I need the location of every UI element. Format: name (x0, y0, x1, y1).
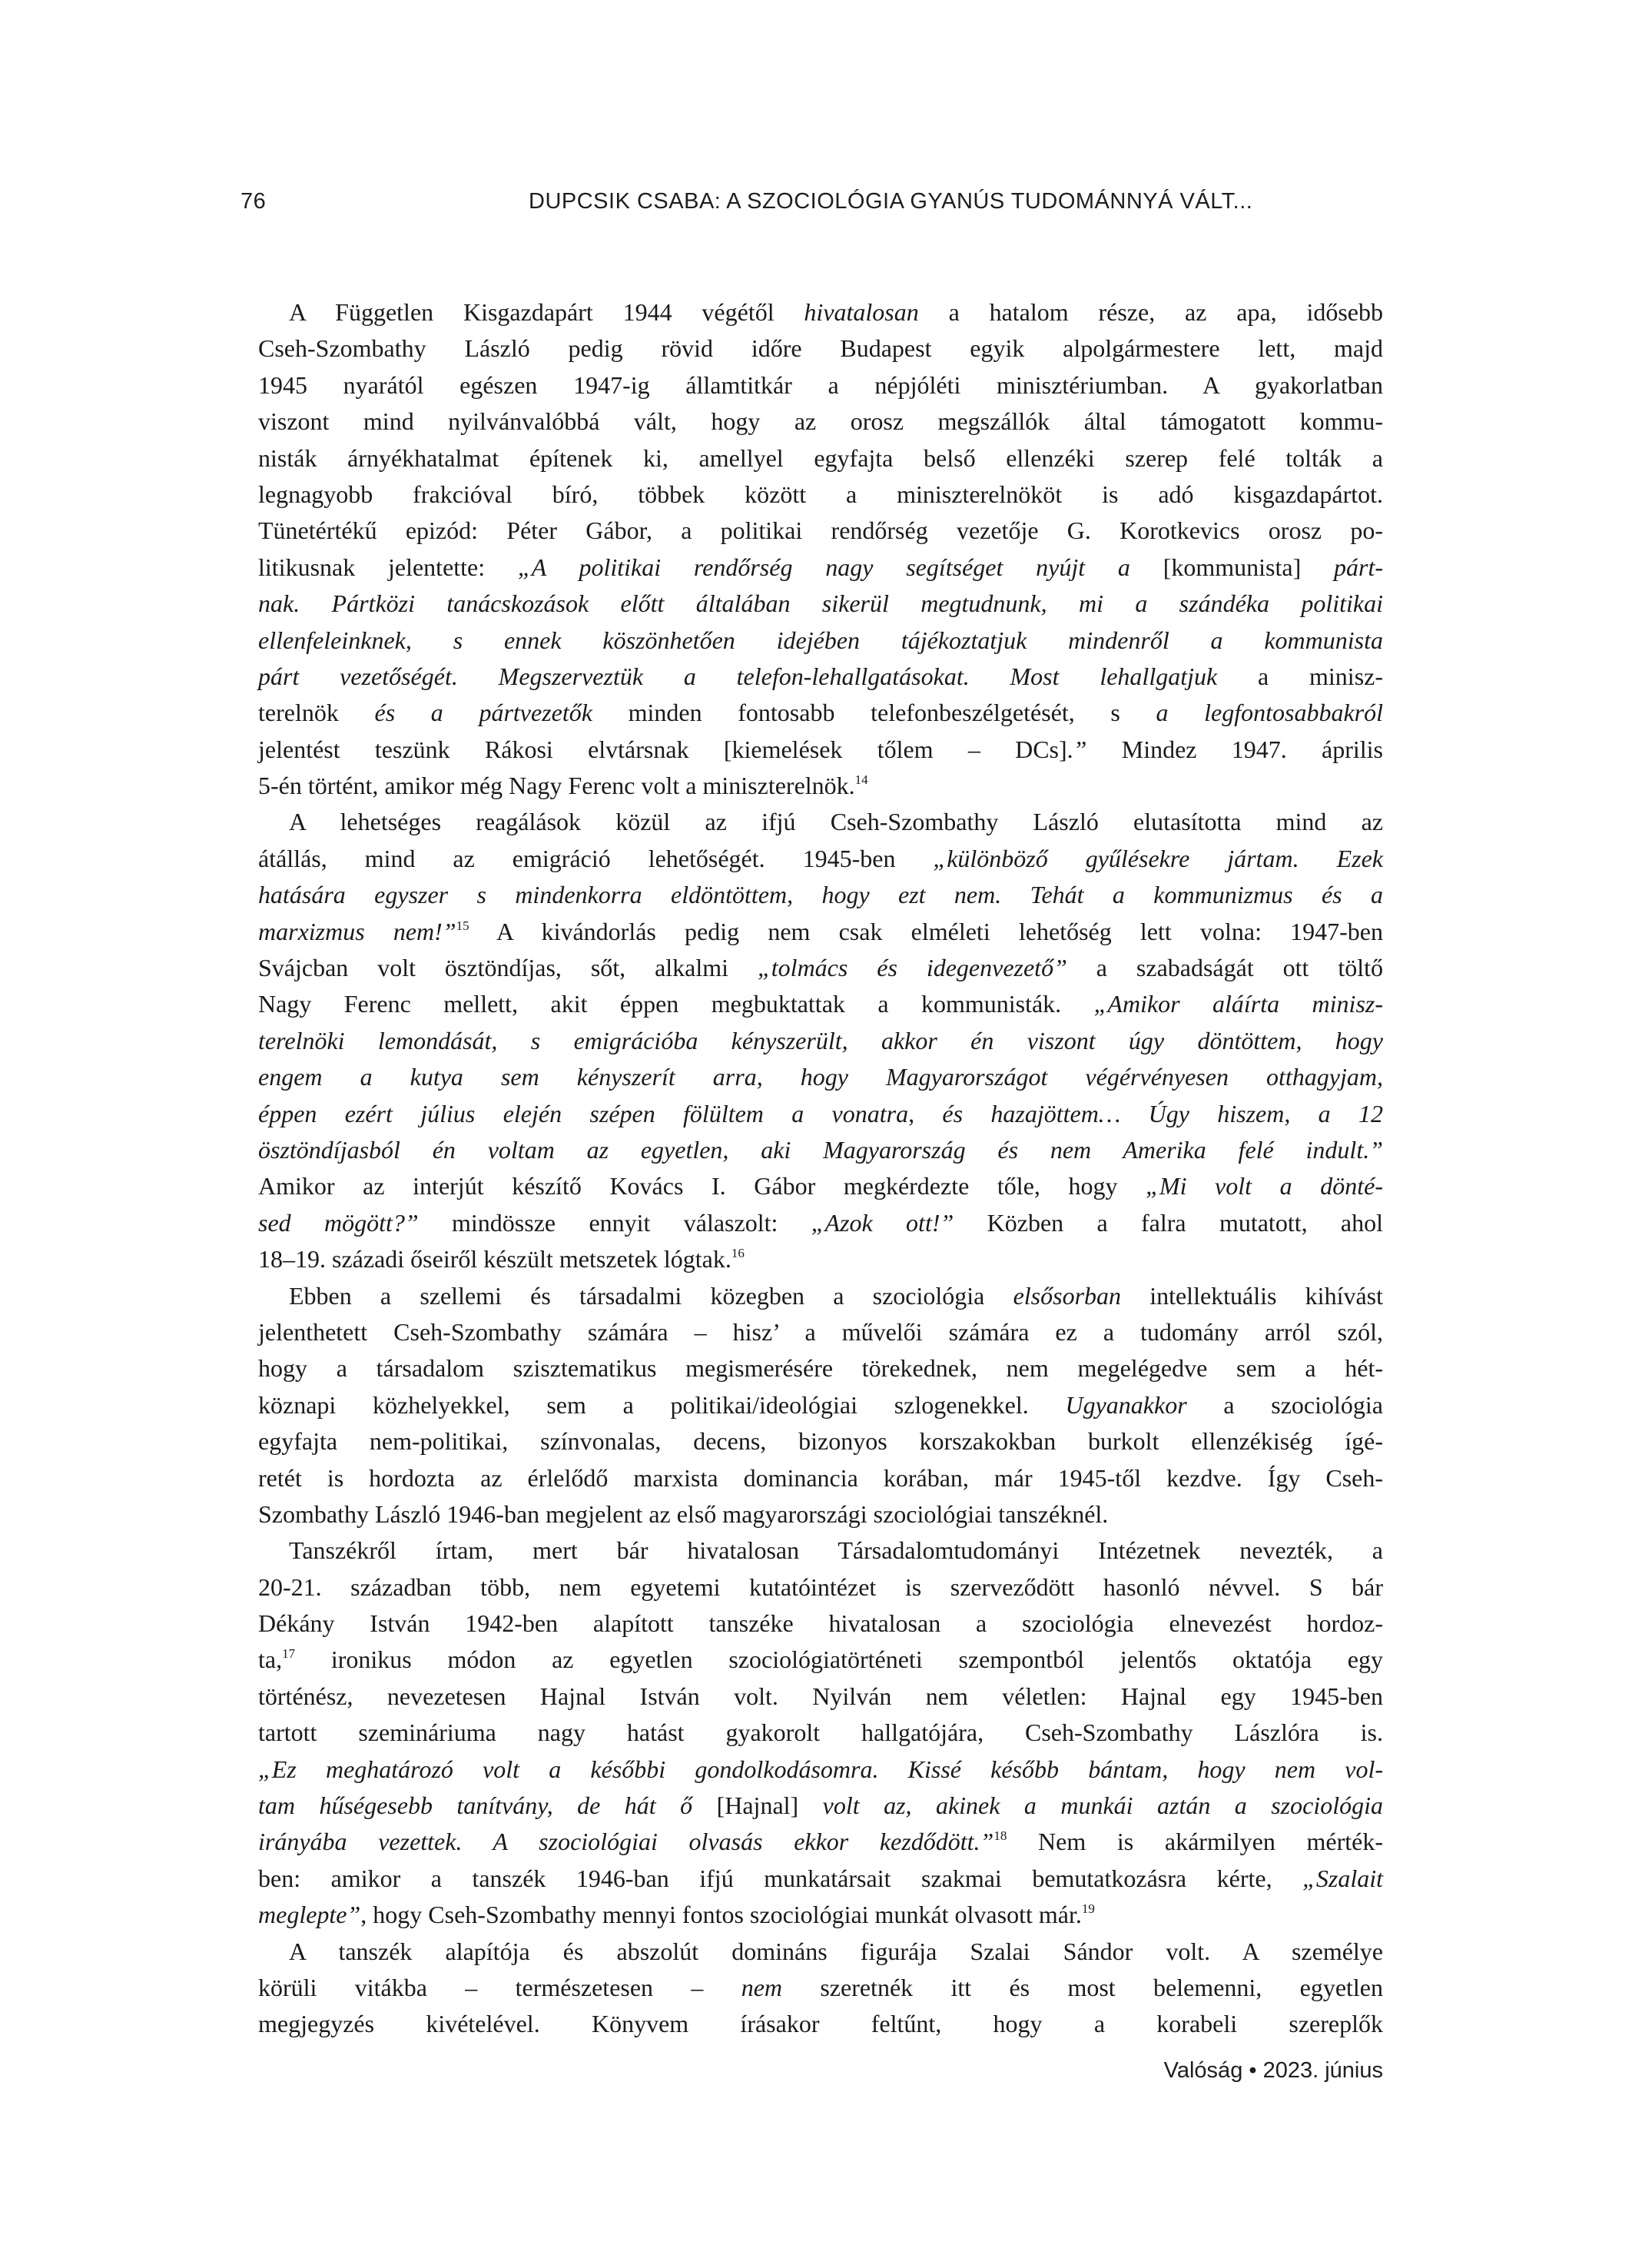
text-line (258, 477, 1383, 513)
text-run: a hatalom része, az apa, idősebb (918, 298, 1384, 326)
page-number: 76 (240, 189, 267, 214)
italic-text: „Ez meghatározó volt a későbbi gondolkodásomra. Kissé később bántam, hogy nem vol- (258, 1755, 1383, 1783)
text-run: 5-én történt, amikor még Nagy Ferenc volt a miniszterelnök. (258, 772, 855, 800)
text-line (258, 1205, 1383, 1241)
footnote-ref: 17 (282, 1646, 296, 1662)
article-body (258, 294, 1383, 2043)
italic-text: nak. Pártközi tanácskozások előtt általában sikerül megtudnunk, mi a szándéka politikai (258, 589, 1383, 618)
italic-text: sed mögött?” (258, 1208, 419, 1237)
text-run: Ebben a szellemi és társadalmi közegben a szociológia (289, 1281, 1013, 1310)
text-run: ironikus módon az egyetlen szociológiatörténeti szempontból jelentős oktatója egy (295, 1645, 1383, 1674)
italic-text: marxizmus nem!” (258, 917, 456, 945)
text-run: szeretnék itt és most belemenni, egyetlen (782, 1973, 1384, 2001)
text-line (258, 695, 1383, 731)
text-line (258, 367, 1383, 403)
text-line (258, 986, 1383, 1022)
text-run: egyfajta nem-politikai, színvonalas, decens, bizonyos korszakokban burkolt ellenzékiség ígé- (258, 1427, 1383, 1456)
text-line (258, 1387, 1383, 1423)
text-line (258, 1023, 1383, 1059)
text-line (258, 841, 1383, 877)
footnote-ref: 14 (854, 772, 868, 788)
text-line (258, 877, 1383, 913)
text-line (258, 1970, 1383, 2006)
text-run: hogy a társadalom szisztematikus megismerésére törekednek, nem megelégedve sem a hét- (258, 1354, 1383, 1383)
text-run: A Független Kisgazdapárt 1944 végétől (289, 298, 804, 326)
paragraph (258, 804, 1383, 1277)
italic-text: Ugyanakkor (1065, 1390, 1187, 1419)
text-line (258, 1824, 1383, 1860)
footnote-ref: 16 (731, 1246, 745, 1261)
text-line (258, 732, 1383, 768)
text-line (258, 659, 1383, 695)
text-run: köznapi közhelyekkel, sem a politikai/ideológiai szlogenekkel. (258, 1390, 1066, 1419)
text-run: mindössze ennyit válaszolt: (418, 1208, 811, 1237)
text-line (258, 1679, 1383, 1715)
text-run: Mindez 1947. április (1086, 735, 1384, 763)
italic-text: ellenfeleinknek, s ennek köszönhetően idejében tájékoztatjuk mindenről a kommunista (258, 626, 1383, 654)
text-line (258, 1642, 1383, 1678)
text-run: a szociológia (1186, 1390, 1383, 1419)
text-run: 18–19. századi őseiről készült metszetek lógtak. (258, 1245, 731, 1273)
italic-text: „különböző gyűlésekre jártam. Ezek (933, 844, 1383, 872)
text-line (258, 1752, 1383, 1788)
text-line (258, 1788, 1383, 1824)
text-run: 1945 nyarától egészen 1947-ig államtitkár a népjóléti minisztériumban. A gyakorlatban (258, 370, 1383, 399)
text-line (258, 1241, 1383, 1277)
text-line (258, 1460, 1383, 1496)
text-line (258, 403, 1383, 440)
italic-text: elsősorban (1013, 1281, 1122, 1310)
text-run: ben: amikor a tanszék 1946-ban ifjú munkatársait szakmai bemutatkozásra kérte, (258, 1864, 1303, 1892)
running-head (240, 189, 1378, 220)
text-line (258, 1861, 1383, 1897)
text-run: körüli vitákba – természetesen – (258, 1973, 741, 2001)
paragraph (258, 1532, 1383, 1933)
text-line (258, 586, 1383, 622)
footnote-ref: 19 (1081, 1901, 1095, 1917)
text-run: Tünetértékű epizód: Péter Gábor, a politikai rendőrség vezetője G. Korotkevics orosz po- (258, 516, 1383, 545)
text-run: Cseh-Szombathy László pedig rövid időre Budapest egyik alpolgármestere lett, majd (258, 334, 1383, 363)
text-run: megjegyzés kivételével. Könyvem írásakor feltűnt, hogy a korabeli szereplők (258, 2010, 1383, 2038)
text-run: A kivándorlás pedig nem csak elméleti lehetőség lett volna: 1947-ben (469, 917, 1384, 945)
italic-text: „Szalait (1302, 1864, 1383, 1892)
text-run: Szombathy László 1946-ban megjelent az első magyarországi szociológiai tanszéknél. (258, 1499, 1109, 1528)
text-run: ta, (258, 1645, 283, 1674)
italic-text: tam hűségesebb tanítvány, de hát ő (258, 1791, 693, 1820)
italic-text: meglepte” (258, 1901, 361, 1929)
text-run: legnagyobb frakcióval bíró, többek között a miniszterelnököt is adó kisgazdapártot. (258, 480, 1383, 508)
text-line (258, 1569, 1383, 1606)
text-run: , hogy Cseh-Szombathy mennyi fontos szociológiai munkát olvasott már. (360, 1901, 1082, 1929)
text-line (258, 1132, 1383, 1168)
text-line (258, 1350, 1383, 1386)
text-line (258, 914, 1383, 950)
text-line (258, 1096, 1383, 1132)
text-run: minden fontosabb telefonbeszélgetését, s (592, 699, 1156, 727)
italic-text: nem (741, 1973, 783, 2001)
italic-text: hivatalosan (804, 298, 919, 326)
text-line (258, 1168, 1383, 1204)
italic-text: párt vezetőségét. Megszerveztük a telefon-lehallgatásokat. Most lehallgatjuk (258, 662, 1218, 690)
text-run: terelnök (258, 699, 375, 727)
text-run: Tanszékről írtam, mert bár hivatalosan Társadalomtudományi Intézetnek nevezték, a (289, 1536, 1383, 1565)
italic-text: „A politikai rendőrség nagy segítséget nyújt a (517, 553, 1130, 581)
text-run: A tanszék alapítója és abszolút domináns figurája Szalai Sándor volt. A személye (289, 1937, 1383, 1965)
italic-text: irányába vezettek. A szociológiai olvasás ekkor kezdődött.” (258, 1828, 994, 1856)
text-run: litikusnak jelentette: (258, 553, 518, 581)
paragraph (258, 1278, 1383, 1533)
italic-text: „Azok ott!” (811, 1208, 954, 1237)
italic-text: éppen ezért július elején szépen fölültem a vonatra, és hazajöttem… Úgy hiszem, a 12 (258, 1099, 1383, 1127)
text-run: nisták árnyékhatalmat építenek ki, amellyel egyfajta belső ellenzéki szerep felé tolták a (258, 443, 1383, 472)
text-line (258, 1059, 1383, 1095)
text-line (258, 768, 1383, 804)
footnote-ref: 18 (993, 1828, 1007, 1844)
text-run: jelentést teszünk Rákosi elvtársnak [kiemelések tőlem – DCs]. (258, 735, 1073, 763)
text-run: [Hajnal] (692, 1791, 823, 1820)
paragraph (258, 1934, 1383, 2043)
italic-text: és a pártvezetők (374, 699, 592, 727)
text-line (258, 804, 1383, 840)
text-run: retét is hordozta az érlelődő marxista dominancia korában, már 1945-től kezdve. Így Cseh- (258, 1463, 1383, 1492)
italic-text: engem a kutya sem kényszerít arra, hogy Magyarországot végérvényesen otthagyjam, (258, 1063, 1383, 1091)
text-run: átállás, mind az emigráció lehetőségét. 1945-ben (258, 844, 934, 872)
italic-text: hatására egyszer s mindenkorra eldöntöttem, hogy ezt nem. Tehát a kommunizmus és a (258, 881, 1383, 909)
text-run: a szabadságát ott töltő (1066, 954, 1384, 982)
text-line (258, 440, 1383, 477)
text-run: viszont mind nyilvánvalóbbá vált, hogy az orosz megszállók által támogatott kommu- (258, 407, 1383, 436)
text-run: jelenthetett Cseh-Szombathy számára – hisz’ a művelői számára ez a tudomány arról szól, (258, 1317, 1383, 1346)
italic-text: a legfontosabbakról (1156, 699, 1384, 727)
text-run: történész, nevezetesen Hajnal István volt. Nyilván nem véletlen: Hajnal egy 1945-ben (258, 1682, 1383, 1710)
italic-text: terelnöki lemondását, s emigrációba kényszerült, akkor én viszont úgy döntöttem, hogy (258, 1026, 1383, 1054)
italic-text: „Amikor aláírta minisz- (1093, 990, 1384, 1018)
text-run: [kommunista] (1129, 553, 1335, 581)
text-run: Nem is akármilyen mérték- (1007, 1828, 1384, 1856)
text-run: 20-21. században több, nem egyetemi kutatóintézet is szerveződött hasonló névvel. S bár (258, 1572, 1383, 1601)
text-run: Dékány István 1942-ben alapított tanszéke hivatalosan a szociológia elnevezést hordoz- (258, 1609, 1383, 1638)
text-line (258, 1314, 1383, 1350)
text-line (258, 1715, 1383, 1751)
text-run: tartott szemináriuma nagy hatást gyakorolt hallgatójára, Cseh-Szombathy Lászlóra is. (258, 1718, 1383, 1747)
italic-text: ” (1073, 735, 1087, 763)
text-run: Közben a falra mutatott, ahol (954, 1208, 1384, 1237)
text-line (258, 950, 1383, 986)
text-line (258, 1934, 1383, 1970)
text-line (258, 294, 1383, 330)
italic-text: volt az, akinek a munkái aztán a szociológia (822, 1791, 1384, 1820)
text-run: Amikor az interjút készítő Kovács I. Gábor megkérdezte tőle, hogy (258, 1172, 1146, 1200)
italic-text: „Mi volt a dönté- (1146, 1172, 1384, 1200)
text-run: a minisz- (1217, 662, 1384, 690)
italic-text: „tolmács és idegenvezető” (757, 954, 1067, 982)
italic-text: párt- (1334, 553, 1384, 581)
running-title: DUPCSIK CSABA: A SZOCIOLÓGIA GYANÚS TUDOMÁNNYÁ VÁLT... (529, 189, 1253, 214)
text-line (258, 1606, 1383, 1642)
paragraph (258, 294, 1383, 804)
text-line (258, 1496, 1383, 1532)
text-line (258, 1532, 1383, 1569)
text-line (258, 623, 1383, 659)
text-line (258, 1897, 1383, 1933)
text-run: A lehetséges reagálások közül az ifjú Cseh-Szombathy László elutasította mind az (289, 808, 1383, 836)
text-line (258, 1423, 1383, 1459)
footnote-ref: 15 (456, 918, 469, 933)
journal-footer: Valóság • 2023. június (1163, 2058, 1383, 2083)
text-run: Svájcban volt ösztöndíjas, sőt, alkalmi (258, 954, 758, 982)
italic-text: ösztöndíjasból én voltam az egyetlen, aki Magyarország és nem Amerika felé indult.” (258, 1135, 1383, 1164)
text-line (258, 550, 1383, 586)
text-run: intellektuális kihívást (1121, 1281, 1384, 1310)
text-line (258, 330, 1383, 367)
text-run: Nagy Ferenc mellett, akit éppen megbuktattak a kommunisták. (258, 990, 1094, 1018)
text-line (258, 1278, 1383, 1314)
text-line (258, 2006, 1383, 2042)
text-line (258, 513, 1383, 549)
